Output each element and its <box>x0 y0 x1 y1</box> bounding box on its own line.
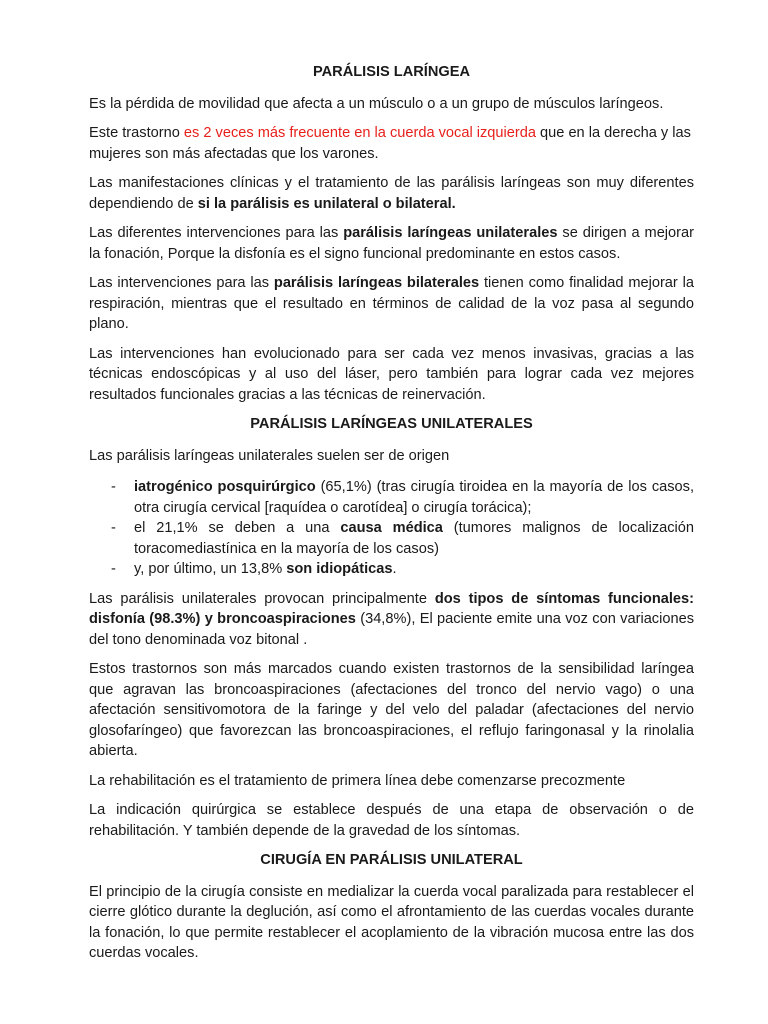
text-run: y, por último, un 13,8% <box>134 561 287 577</box>
text-run: Este trastorno <box>89 125 184 141</box>
highlighted-text: es 2 veces más frecuente en la cuerda vocal izquierda <box>183 125 536 141</box>
text-run: tienen como finalidad mejorar la respiración, mientras que el resultado en términos de calidad de la voz pasa al segundo plano. <box>89 275 694 332</box>
paragraph-rehabilitation: La rehabilitación es el tratamiento de primera línea debe comenzarse precozmente <box>89 772 626 789</box>
paragraph-surgical-indication: La indicación quirúrgica se establece después de una etapa de observación o de rehabilitación. Y también depende de la gravedad de los síntomas. <box>89 802 694 839</box>
text-run: Las intervenciones para las <box>89 275 274 291</box>
section-heading-surgery: CIRUGÍA EN PARÁLISIS UNILATERAL <box>260 852 523 868</box>
text-run: (34,8%), El paciente emite una voz con variaciones del tono denominada voz bitonal . <box>89 611 694 648</box>
origin-list <box>89 477 694 580</box>
paragraph-symptoms <box>89 589 694 651</box>
bold-text: si la parálisis es unilateral o bilateral. <box>197 195 456 212</box>
paragraph-evolution: Las intervenciones han evolucionado para ser cada vez menos invasivas, gracias a las técnicas endoscópicas y al uso del láser, pero también para lograr cada vez mejores resultados funcionales gracias a las técnicas de reinervación. <box>89 345 694 403</box>
section-heading-unilateral: PARÁLISIS LARÍNGEAS UNILATERALES <box>250 416 533 432</box>
list-dash: - <box>111 520 116 536</box>
bold-text: son idiopáticas <box>286 561 393 577</box>
text-run: (65,1%) (tras cirugía tiroidea en la mayoría de los casos, otra cirugía cervical [raquídea o carotídea] o cirugía torácica); <box>134 479 695 516</box>
list-item <box>89 477 694 518</box>
paragraph-frequency <box>89 123 694 164</box>
text-run: Las diferentes intervenciones para las <box>89 225 344 241</box>
paragraph-surgery-principle: El principio de la cirugía consiste en medializar la cuerda vocal paralizada para restablecer el cierre glótico durante la deglución, así como el afrontamiento de las cuerdas vocales durante la fonación, lo que permite restablecer el acoplamiento de la vibración mucosa entre las dos cuerdas vocales. <box>89 883 694 961</box>
list-item <box>89 518 694 559</box>
text-run: Las parálisis unilaterales provocan principalmente <box>89 590 435 607</box>
list-item <box>89 559 694 580</box>
text-run: que en la derecha y las mujeres son más afectadas que los varones. <box>89 125 691 162</box>
bold-text: parálisis laríngeas bilaterales <box>273 275 480 291</box>
document-title: PARÁLISIS LARÍNGEA <box>312 64 471 80</box>
text-run: . <box>392 561 397 577</box>
paragraph-manifestations <box>89 173 694 214</box>
text-run: Las manifestaciones clínicas y el tratamiento de las parálisis laríngeas son muy diferentes dependiendo de <box>89 175 694 212</box>
paragraph-sensitivity: Estos trastornos son más marcados cuando existen trastornos de la sensibilidad laríngea que agravan las broncoaspiraciones (afectaciones del tronco del nervio vago) o una afectación sensitivomotora de la faringe y del velo del paladar (afectaciones del nervio glosofaríngeo) que favorezcan las broncoaspiraciones, el reflujo faringonasal y la rinolalia abierta. <box>89 661 694 759</box>
list-dash: - <box>111 561 116 577</box>
bold-text: causa médica <box>340 520 443 536</box>
bold-text: iatrogénico posquirúrgico <box>134 479 316 495</box>
paragraph-origin: Las parálisis laríngeas unilaterales suelen ser de origen <box>89 447 450 464</box>
paragraph-bilateral-interventions <box>89 273 694 335</box>
paragraph-unilateral-interventions <box>89 223 694 264</box>
list-dash: - <box>111 479 116 495</box>
text-run: (tumores malignos de localización toracomediastínica en la mayoría de los casos) <box>134 520 695 557</box>
paragraph-definition: Es la pérdida de movilidad que afecta a un músculo o a un grupo de músculos laríngeos. <box>89 95 664 112</box>
text-run: el 21,1% se deben a una <box>134 520 341 536</box>
bold-text: parálisis laríngeas unilaterales <box>343 225 558 241</box>
text-run: se dirigen a mejorar la fonación, Porque la disfonía es el signo funcional predominante en estos casos. <box>89 225 695 262</box>
bold-text: dos tipos de síntomas funcionales: disfonía (98.3%) y broncoaspiraciones <box>89 590 694 627</box>
